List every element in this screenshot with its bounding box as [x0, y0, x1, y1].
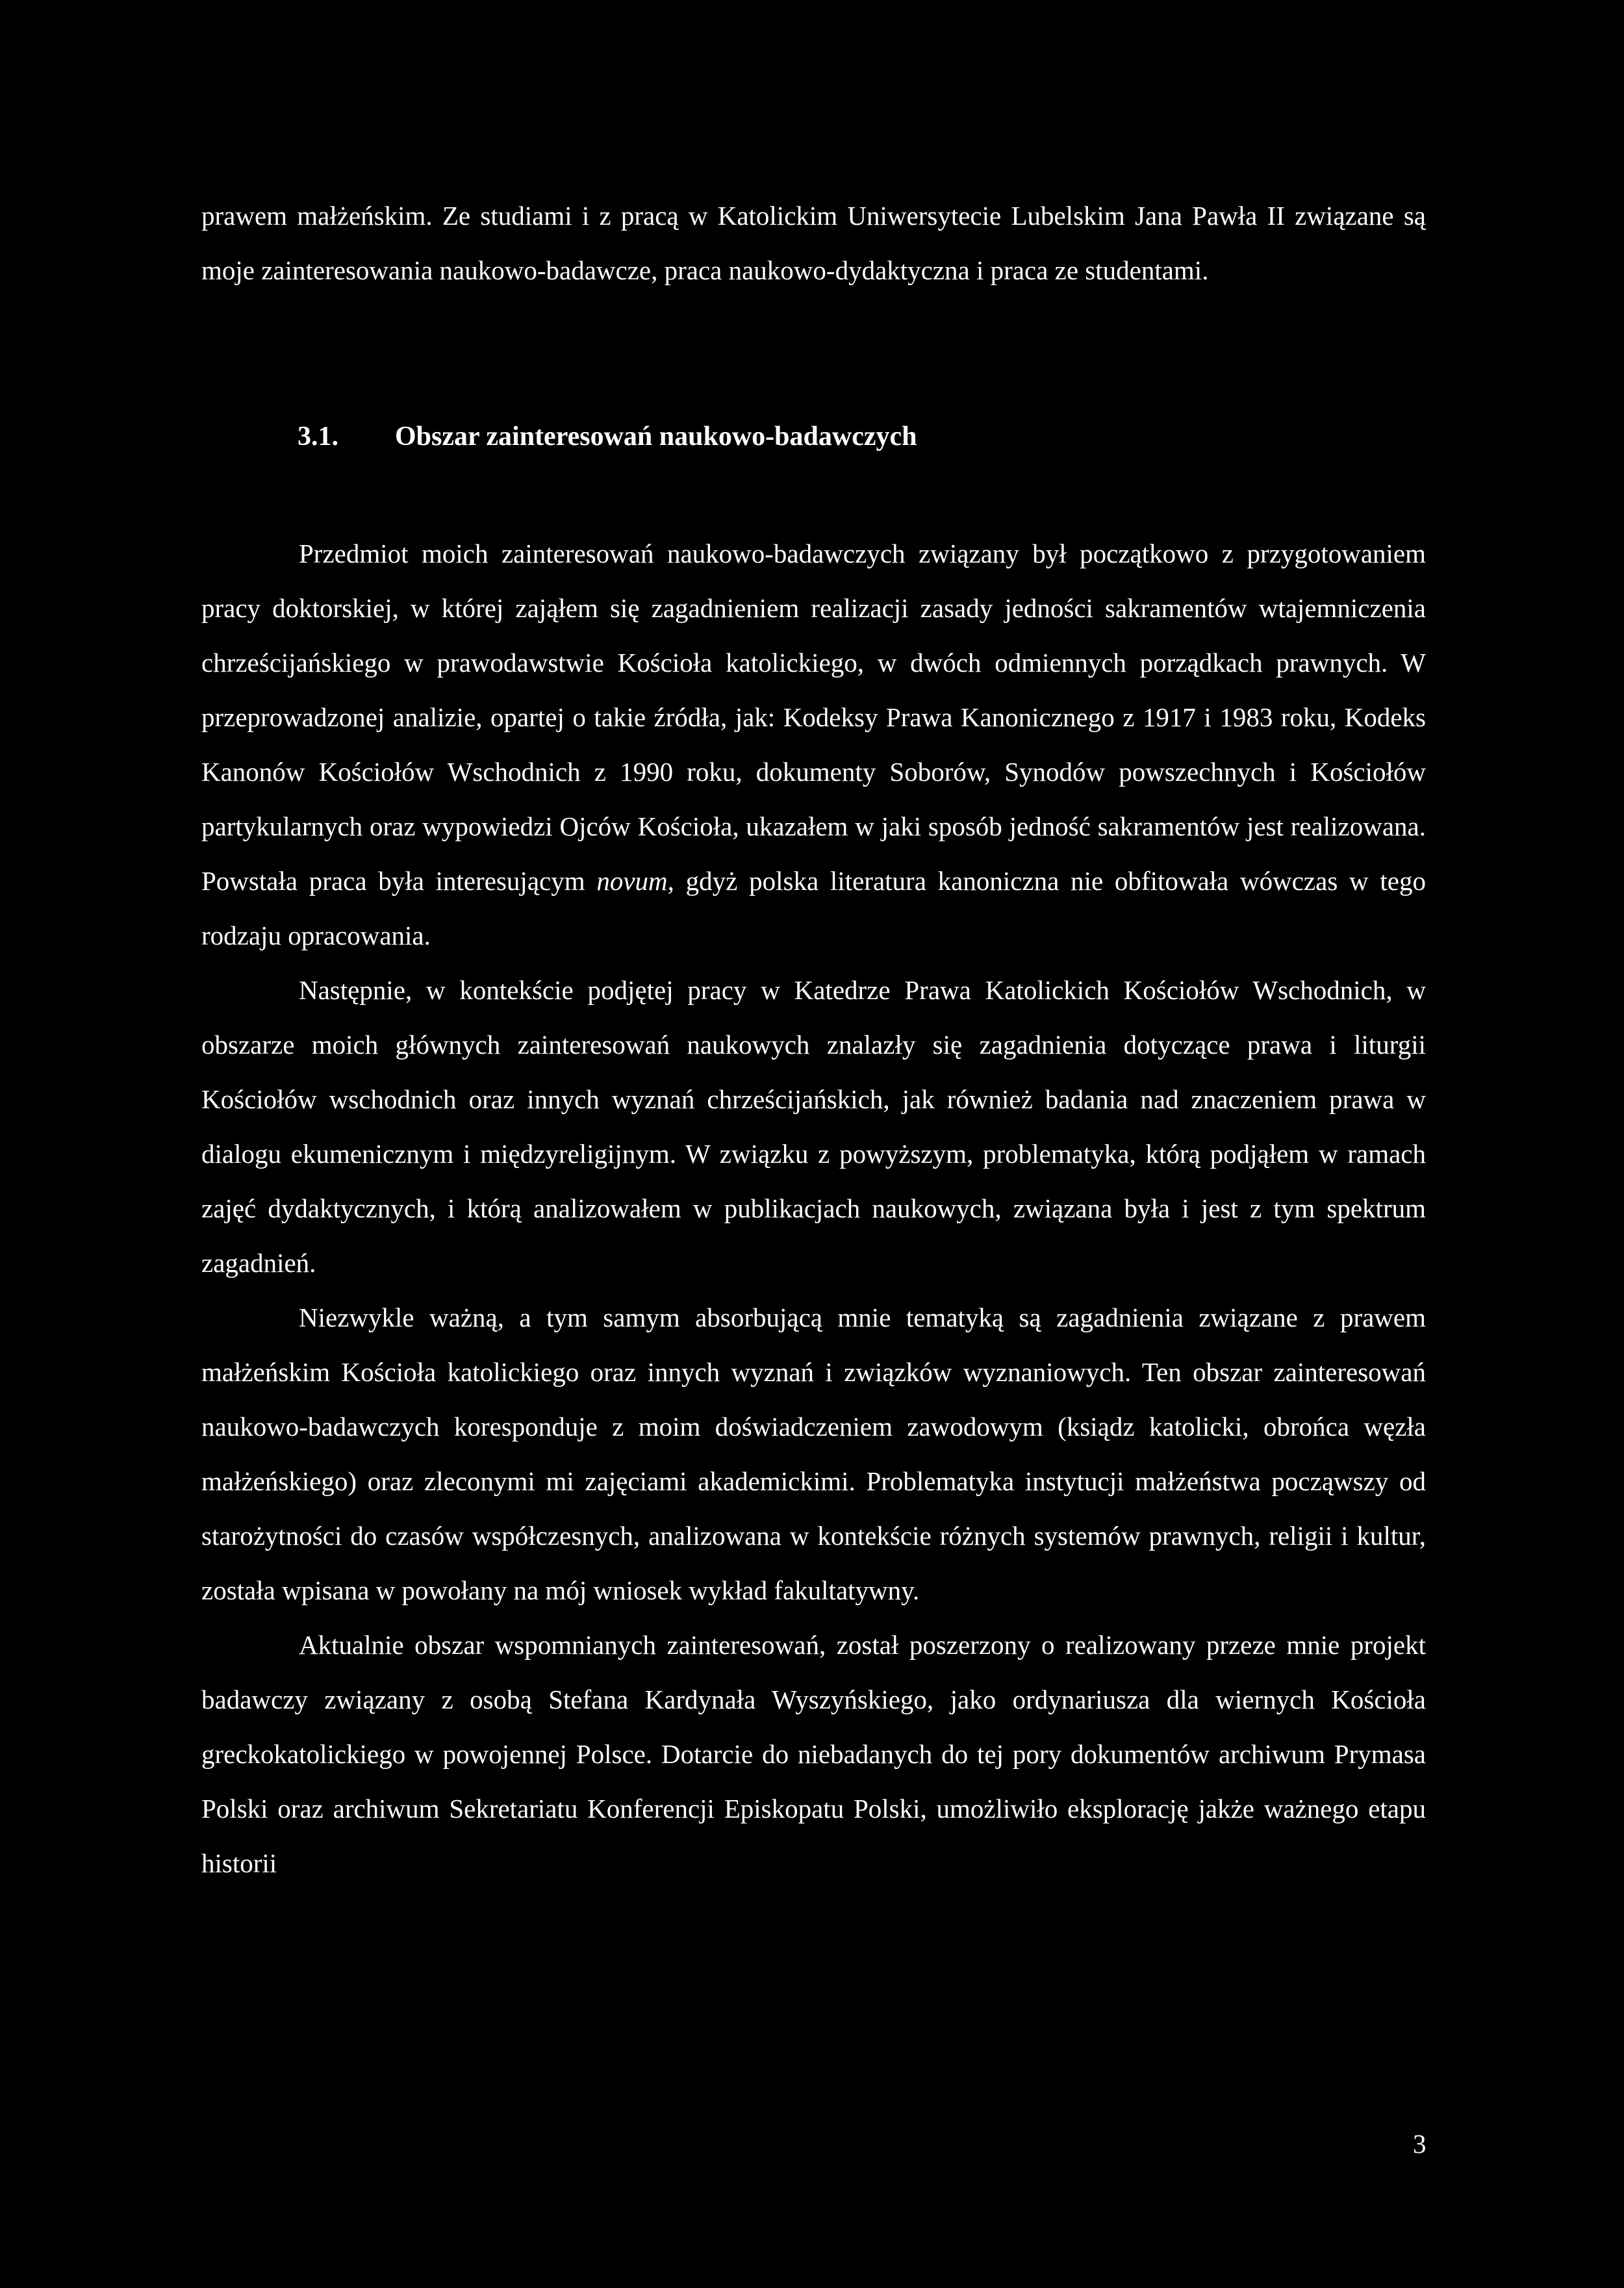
paragraph-2: Następnie, w kontekście podjętej pracy w Katedrze Prawa Katolickich Kościołów Wschodnich, w obszarze moich głównych zainteresowań naukowych znalazły się zagadnienia dotyczące prawa i liturgii Kościołów wschodnich oraz innych wyznań chrześcijańskich, jak również badania nad znaczeniem prawa w dialogu ekumenicznym i międzyreligijnym. W związku z powyższym, problematyka, którą podjąłem w ramach zajęć dydaktycznych, i którą analizowałem w publikacjach naukowych, związana była i jest z tym spektrum zagadnień.: [201, 975, 1426, 1278]
paragraph-3: Niezwykle ważną, a tym samym absorbującą mnie tematyką są zagadnienia związane z prawem małżeńskim Kościoła katolickiego oraz innych wyznań i związków wyznaniowych. Ten obszar zainteresowań naukowo-badawczych koresponduje z moim doświadczeniem zawodowym (ksiądz katolicki, obrońca węzła małżeńskiego) oraz zleconymi mi zajęciami akademickimi. Problematyka instytucji małżeństwa począwszy od starożytności do czasów współczesnych, analizowana w kontekście różnych systemów prawnych, religii i kultur, została wpisana w powołany na mój wniosek wykład fakultatywny.: [201, 1303, 1426, 1605]
paragraph-1-emphasis: novum: [596, 866, 668, 896]
section-heading: [298, 409, 917, 464]
paragraph-1-text-end: , gdyż polska literatura kanoniczna nie obfitowała wówczas w tego rodzaju opracowania.: [201, 866, 1426, 950]
section-body: [201, 526, 1426, 1890]
paragraph-4: Aktualnie obszar wspomnianych zainteresowań, został poszerzony o realizowany przeze mnie projekt badawczy związany z osobą Stefana Kardynała Wyszyńskiego, jako ordynariusza dla wiernych Kościoła greckokatolickiego w powojennej Polsce. Dotarcie do niebadanych do tej pory dokumentów archiwum Prymasa Polski oraz archiwum Sekretariatu Konferencji Episkopatu Polski, umożliwiło eksplorację jakże ważnego etapu historii: [201, 1630, 1426, 1878]
section-number: 3.1.: [298, 422, 338, 451]
paragraph-1-text: Przedmiot moich zainteresowań naukowo-badawczych związany był początkowo z przygotowaniem pracy doktorskiej, w której zająłem się zagadnieniem realizacji zasady jedności sakramentów wtajemniczenia chrześcijańskiego w prawodawstwie Kościoła katolickiego, w dwóch odmiennych porządkach prawnych. W przeprowadzonej analizie, opartej o takie źródła, jak: Kodeksy Prawa Kanonicznego z 1917 i 1983 roku, Kodeks Kanonów Kościołów Wschodnich z 1990 roku, dokumenty Soborów, Synodów powszechnych i Kościołów partykularnych oraz wypowiedzi Ojców Kościoła, ukazałem w jaki sposób jedność sakramentów jest realizowana. Powstała praca była interesującym: [201, 539, 1426, 896]
paragraph-1: [201, 526, 1426, 963]
section-title: Obszar zainteresowań naukowo-badawczych: [395, 422, 917, 451]
page-number: 3: [1413, 2129, 1427, 2159]
intro-paragraph: prawem małżeńskim. Ze studiami i z pracą w Katolickim Uniwersytecie Lubelskim Jana Pawła II związane są moje zainteresowania naukowo-badawcze, praca naukowo-dydaktyczna i praca ze studentami.: [201, 201, 1426, 285]
